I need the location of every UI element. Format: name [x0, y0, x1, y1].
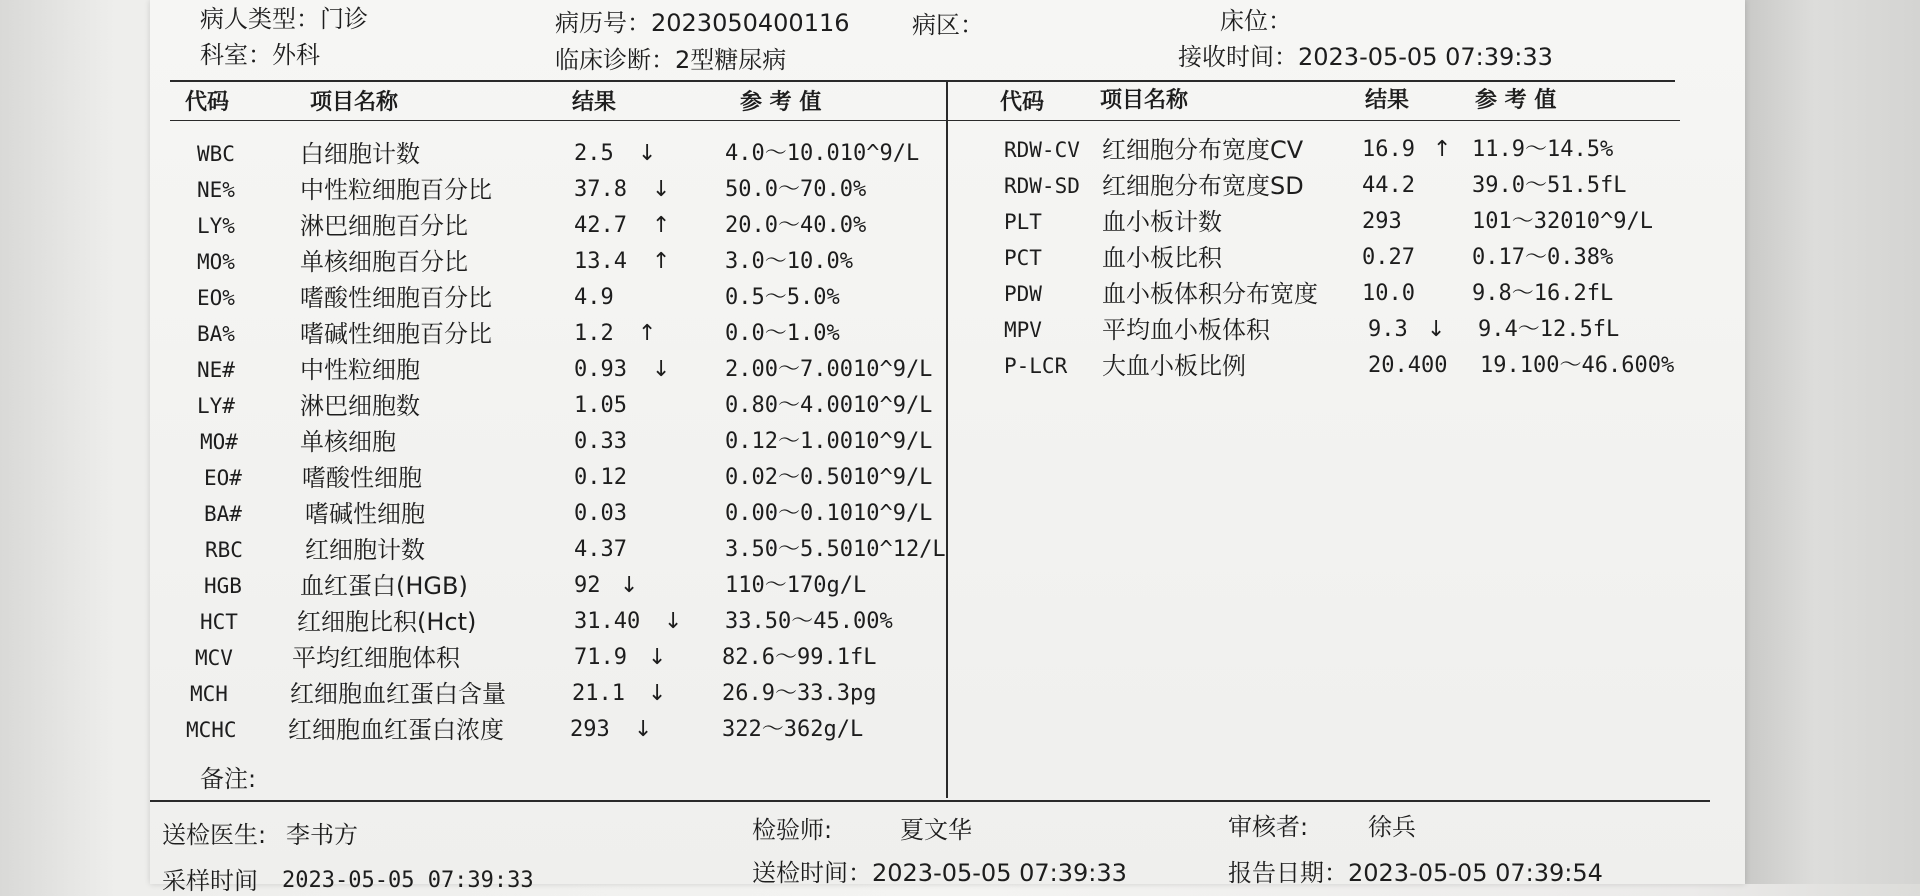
result-cell: 0.03	[574, 501, 627, 526]
flag-low-icon: ↓	[648, 645, 667, 670]
item-name-cell: 中性粒细胞百分比	[300, 176, 492, 204]
result-cell: 1.2	[574, 321, 614, 346]
code-cell: LY#	[197, 394, 235, 418]
item-name-cell: 嗜酸性细胞百分比	[300, 284, 492, 312]
result-cell: 16.9	[1362, 137, 1415, 162]
item-name-cell: 嗜碱性细胞百分比	[300, 320, 492, 348]
right-header-rule	[950, 120, 1680, 121]
examiner-label: 检验师:	[752, 816, 833, 844]
flag-low-icon: ↓	[652, 177, 671, 202]
reference-cell: 4.0～10.010^9/L	[725, 141, 920, 166]
flag-high-icon: ↑	[638, 321, 657, 346]
item-name-cell: 红细胞计数	[305, 536, 425, 564]
table-bottom-rule	[150, 800, 1710, 802]
item-name-cell: 嗜酸性细胞	[302, 464, 422, 492]
item-name-cell: 血小板比积	[1102, 244, 1222, 272]
code-cell: PCT	[1004, 246, 1042, 270]
item-name-cell: 平均红细胞体积	[292, 644, 460, 672]
code-cell: PDW	[1004, 282, 1042, 306]
result-cell: 37.8	[574, 177, 627, 202]
item-name-cell: 血红蛋白(HGB)	[300, 572, 468, 600]
item-name-cell: 红细胞血红蛋白浓度	[288, 716, 504, 744]
code-cell: MCHC	[186, 718, 237, 742]
item-name-cell: 大血小板比例	[1102, 352, 1246, 380]
reference-cell: 0.5～5.0%	[725, 285, 840, 310]
reference-cell: 3.0～10.0%	[725, 249, 853, 274]
left-col-name: 项目名称	[310, 90, 399, 115]
result-cell: 0.12	[574, 465, 627, 490]
result-cell: 42.7	[574, 213, 627, 238]
column-divider	[946, 82, 948, 798]
item-name-cell: 红细胞分布宽度CV	[1102, 136, 1304, 164]
reference-cell: 3.50～5.5010^12/L	[725, 537, 946, 562]
item-name-cell: 中性粒细胞	[300, 356, 420, 384]
result-cell: 1.05	[574, 393, 627, 418]
reference-cell: 0.12～1.0010^9/L	[725, 429, 933, 454]
right-col-reference: 参 考 值	[1475, 88, 1557, 113]
reference-cell: 0.17～0.38%	[1472, 245, 1614, 270]
flag-high-icon: ↑	[1433, 137, 1452, 162]
code-cell: EO#	[204, 466, 242, 490]
result-cell: 10.0	[1362, 281, 1415, 306]
item-name-cell: 嗜碱性细胞	[305, 500, 425, 528]
bed: 床位：	[1220, 7, 1292, 35]
reference-cell: 0.80～4.0010^9/L	[725, 393, 933, 418]
code-cell: RDW-CV	[1004, 138, 1080, 162]
code-cell: RBC	[205, 538, 243, 562]
code-cell: HGB	[204, 574, 242, 598]
item-name-cell: 白细胞计数	[300, 140, 420, 168]
code-cell: PLT	[1004, 210, 1042, 234]
flag-low-icon: ↓	[620, 573, 639, 598]
reference-cell: 0.0～1.0%	[725, 321, 840, 346]
code-cell: MPV	[1004, 318, 1042, 342]
doctor-label: 送检医生:	[162, 821, 267, 849]
right-col-name: 项目名称	[1100, 88, 1189, 113]
collect-time-value: 2023-05-05 07:39:33	[282, 868, 534, 893]
item-name-cell: 红细胞血红蛋白含量	[290, 680, 506, 708]
code-cell: BA#	[204, 502, 242, 526]
result-cell: 293	[570, 717, 610, 742]
clinical-diagnosis: 临床诊断：2型糖尿病	[555, 46, 787, 74]
item-name-cell: 红细胞比积(Hct)	[297, 608, 477, 636]
result-cell: 31.40	[574, 609, 641, 634]
code-cell: LY%	[197, 214, 235, 238]
receive-time: 接收时间：2023-05-05 07:39:33	[1178, 43, 1553, 71]
code-cell: P-LCR	[1004, 354, 1068, 378]
patient-type: 病人类型：门诊	[200, 5, 368, 33]
background-right	[1745, 0, 1920, 884]
flag-high-icon: ↑	[652, 213, 671, 238]
code-cell: MCV	[195, 646, 233, 670]
collect-time-label: 采样时间	[162, 867, 258, 895]
reference-cell: 101～32010^9/L	[1472, 209, 1653, 234]
reference-cell: 19.100～46.600%	[1480, 353, 1675, 378]
reference-cell: 322～362g/L	[722, 717, 864, 742]
result-cell: 13.4	[574, 249, 627, 274]
report-date: 报告日期：2023-05-05 07:39:54	[1228, 859, 1603, 887]
ward: 病区：	[912, 11, 984, 39]
reviewer-name: 徐兵	[1368, 813, 1416, 841]
reference-cell: 11.9～14.5%	[1472, 137, 1614, 162]
reference-cell: 20.0～40.0%	[725, 213, 867, 238]
item-name-cell: 单核细胞百分比	[300, 248, 468, 276]
result-cell: 21.1	[572, 681, 625, 706]
result-cell: 9.3	[1368, 317, 1408, 342]
doctor-name: 李书方	[286, 821, 358, 849]
item-name-cell: 平均血小板体积	[1102, 316, 1270, 344]
reference-cell: 39.0～51.5fL	[1472, 173, 1627, 198]
item-name-cell: 单核细胞	[300, 428, 396, 456]
reference-cell: 9.8～16.2fL	[1472, 281, 1614, 306]
right-col-result: 结果	[1365, 88, 1410, 113]
left-col-result: 结果	[572, 90, 617, 115]
reference-cell: 82.6～99.1fL	[722, 645, 877, 670]
code-cell: RDW-SD	[1004, 174, 1080, 198]
code-cell: HCT	[200, 610, 238, 634]
code-cell: BA%	[197, 322, 235, 346]
send-time: 送检时间：2023-05-05 07:39:33	[752, 859, 1127, 887]
result-cell: 293	[1362, 209, 1402, 234]
reference-cell: 9.4～12.5fL	[1478, 317, 1620, 342]
code-cell: NE#	[197, 358, 235, 382]
reference-cell: 33.50～45.00%	[725, 609, 893, 634]
remarks-label: 备注:	[200, 765, 257, 793]
code-cell: NE%	[197, 178, 235, 202]
result-cell: 0.27	[1362, 245, 1415, 270]
result-cell: 92	[574, 573, 601, 598]
item-name-cell: 淋巴细胞百分比	[300, 212, 468, 240]
result-cell: 2.5	[574, 141, 614, 166]
left-col-code: 代码	[185, 90, 230, 115]
flag-low-icon: ↓	[648, 681, 667, 706]
result-cell: 0.93	[574, 357, 627, 382]
right-col-code: 代码	[1000, 90, 1045, 115]
result-cell: 44.2	[1362, 173, 1415, 198]
result-cell: 71.9	[574, 645, 627, 670]
flag-low-icon: ↓	[634, 717, 653, 742]
examiner-name: 夏文华	[900, 816, 972, 844]
result-cell: 20.400	[1368, 353, 1448, 378]
code-cell: EO%	[197, 286, 235, 310]
reference-cell: 50.0～70.0%	[725, 177, 867, 202]
flag-low-icon: ↓	[1427, 317, 1446, 342]
result-cell: 4.37	[574, 537, 627, 562]
flag-high-icon: ↑	[652, 249, 671, 274]
flag-low-icon: ↓	[652, 357, 671, 382]
reference-cell: 26.9～33.3pg	[722, 681, 877, 706]
reference-cell: 110～170g/L	[725, 573, 867, 598]
code-cell: MCH	[190, 682, 228, 706]
code-cell: MO%	[197, 250, 235, 274]
department: 科室：外科	[200, 41, 320, 69]
table-top-rule	[170, 80, 1675, 82]
result-cell: 4.9	[574, 285, 614, 310]
item-name-cell: 血小板计数	[1102, 208, 1222, 236]
item-name-cell: 血小板体积分布宽度	[1102, 280, 1318, 308]
reference-cell: 0.00～0.1010^9/L	[725, 501, 933, 526]
reviewer-label: 审核者:	[1228, 813, 1309, 841]
item-name-cell: 淋巴细胞数	[300, 392, 420, 420]
code-cell: MO#	[200, 430, 238, 454]
reference-cell: 0.02～0.5010^9/L	[725, 465, 933, 490]
left-header-rule	[170, 120, 950, 121]
result-cell: 0.33	[574, 429, 627, 454]
code-cell: WBC	[197, 142, 235, 166]
left-col-reference: 参 考 值	[740, 90, 822, 115]
reference-cell: 2.00～7.0010^9/L	[725, 357, 933, 382]
record-number: 病历号：2023050400116	[555, 9, 850, 37]
flag-low-icon: ↓	[664, 609, 683, 634]
item-name-cell: 红细胞分布宽度SD	[1102, 172, 1304, 200]
flag-low-icon: ↓	[638, 141, 657, 166]
